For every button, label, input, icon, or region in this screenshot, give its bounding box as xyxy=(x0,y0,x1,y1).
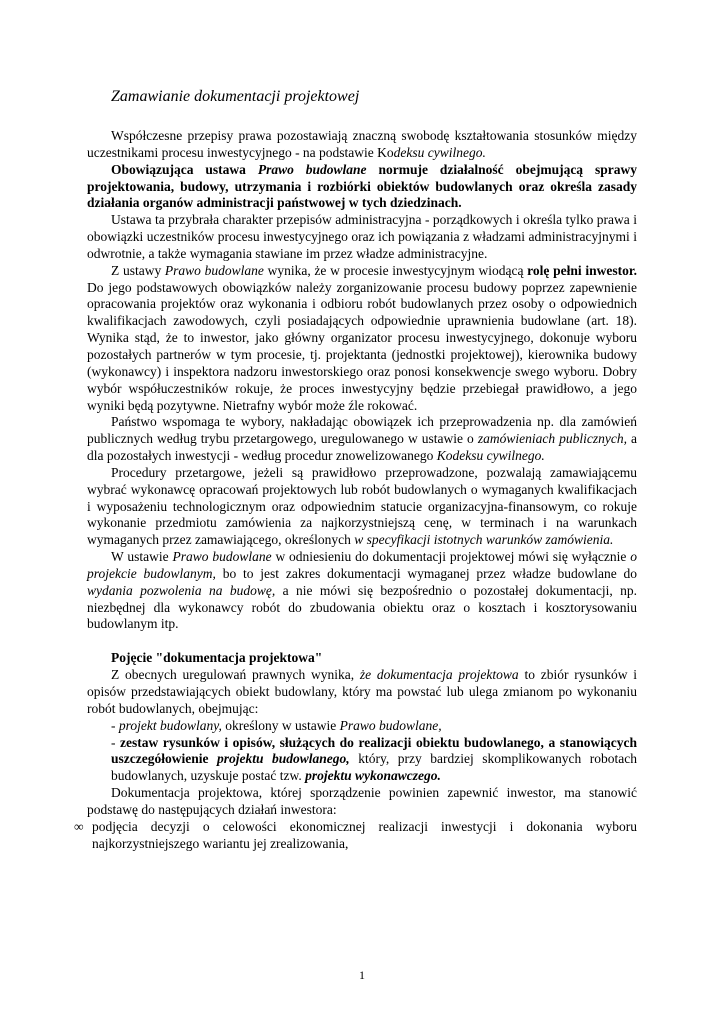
page-title: Zamawianie dokumentacji projektowej xyxy=(111,88,360,105)
paragraph-intro: Współczesne przepisy prawa pozostawiają znaczną swobodę kształtowania stosunków między uczestnikami procesu inwestycyjnego - na podstawie Kodeksu cywilnego. xyxy=(87,128,637,160)
paragraph-prawo-budowlane: Obowiązująca ustawa Prawo budowlane normuje działalność obejmującą sprawy projektowania, budowy, utrzymania i rozbiórki obiektów budowlanych oraz określa zasady działania organów administracji państwowej w tych dziedzinach. xyxy=(87,161,637,211)
paragraph-inwestor: Z ustawy Prawo budowlane wynika, że w procesie inwestycyjnym wiodącą rolę pełni inwestor. Do jego podstawowych obowiązków należy zorganizowanie procesu budowy poprzez zapewnienie opracowania projektów oraz wykonania i odbioru robót budowlanych przez osoby o odpowiednich kwalifikacjach zawodowych, czyli posiadających odpowiednie uprawnienia budowlane (art. 18). Wynika stąd, że to inwestor, jako główny organizator procesu inwestycyjnego, dokonuje wyboru pozostałych partnerów w tym procesie, tj. projektanta (jednostki projektowej), kierownika budowy (wykonawcy) i inspektora nadzoru inwestorskiego oraz ponosi konsekwencje swego wyboru. Dobry wybór współuczestników rokuje, że proces inwestycyjny będzie przebiegał prawidłowo, a jego wyniki będą pozytywne. Nietrafny wybór może źle rokować. xyxy=(87,262,637,413)
paragraph-procedury: Procedury przetargowe, jeżeli są prawidłowo przeprowadzone, pozwalają zamawiającemu wybrać wykonawcę opracowań projektowych lub robót budowlanych o wymaganych kwalifikacjach i wyposażeniu technologicznym oraz odpowiednim statucie organizacyjna-finansowym, co rokuje wykonanie przedmiotu zamówienia za najkorzystniejszą cenę, w terminach i na warunkach wymaganych przez zamawiającego, określonych w specyfikacji istotnych warunków zamówienia. xyxy=(87,464,637,548)
paragraph-dokumentacja: Dokumentacja projektowa, której sporządzenie powinien zapewnić inwestor, ma stanowić podstawę do następujących działań inwestora: xyxy=(87,785,637,817)
paragraph-projekt-budowlany: W ustawie Prawo budowlane w odniesieniu do dokumentacji projektowej mówi się wyłącznie o projekcie budowlanym, bo to jest zakres dokumentacji wymaganej przez władze budowlane do wydania pozwolenia na budowę, a nie mówi się bezpośrednio o pozostałej dokumentacji, np. niezbędnej dla wykonawcy robót do zbudowania obiektu oraz o kosztach i kosztorysowaniu budowlanym itp. xyxy=(87,549,638,632)
bullet-item: ∞ podjęcia decyzji o celowości ekonomicznej realizacji inwestycji i dokonania wyboru najkorzystniejszego wariantu jej zrealizowania, xyxy=(74,818,637,851)
paragraph-panstwo: Państwo wspomaga te wybory, nakładając obowiązek ich przeprowadzenia np. dla zamówień publicznych według trybu przetargowego, uregulowanego w ustawie o zamówieniach publicznych, a dla pozostałych inwestycji - według procedur znowelizowanego Kodeksu cywilnego. xyxy=(87,414,637,464)
page-number: 1 xyxy=(359,968,365,982)
paragraph-ustawa: Ustawa ta przybrała charakter przepisów administracyjna - porządkowych i określa tylko prawa i obowiązki uczestników procesu inwestycyjnego oraz ich powiązania z władzami administracyjnymi i odwrotnie, a także wymagania stawiane im przez władze administracyjne. xyxy=(87,212,637,261)
list-item-projekt-budowlany: - projekt budowlany, określony w ustawie Prawo budowlane, xyxy=(111,717,442,733)
infinity-bullet-icon: ∞ xyxy=(74,818,84,834)
paragraph-definicja: Z obecnych uregulowań prawnych wynika, że dokumentacja projektowa to zbiór rysunków i opisów przedstawiających obiekt budowlany, który ma powstać lub ulega zmianom po wykonaniu robót budowlanych, obejmując: xyxy=(87,667,637,716)
section-heading: Pojęcie "dokumentacja projektowa" xyxy=(111,650,323,666)
document-body xyxy=(74,86,638,852)
list-item-zestaw-rysunkow: - zestaw rysunków i opisów, służących do realizacji obiektu budowlanego, a stanowiących uszczegółowienie projektu budowlanego, który, przy bardziej skomplikowanych robotach budowlanych, uzyskuje postać tzw. projektu wykonawczego. xyxy=(111,734,638,784)
